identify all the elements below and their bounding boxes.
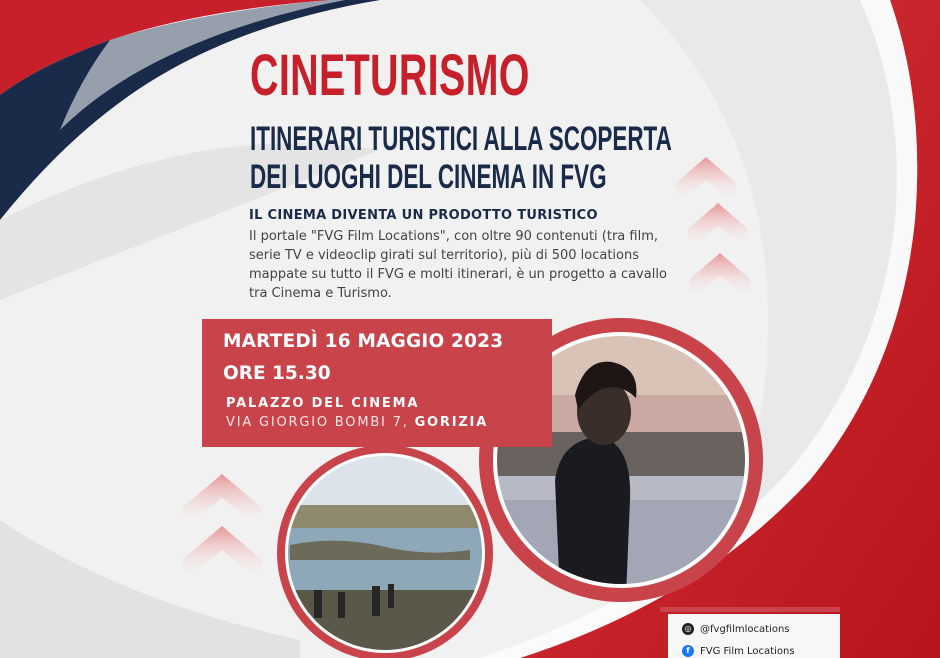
facebook-page: FVG Film Locations xyxy=(700,645,795,657)
facebook-icon: f xyxy=(682,645,694,657)
event-time: ORE 15.30 xyxy=(223,363,331,384)
event-address xyxy=(226,415,488,430)
event-city: GORIZIA xyxy=(414,415,489,430)
instagram-icon: ◎ xyxy=(682,623,694,635)
event-date: MARTEDÌ 16 MAGGIO 2023 xyxy=(223,331,504,352)
subtitle-line-1: ITINERARI TURISTICI ALLA SCOPERTA xyxy=(250,120,672,158)
subtitle-line-2: DEI LUOGHI DEL CINEMA IN FVG xyxy=(250,158,607,196)
instagram-handle: @fvgfilmlocations xyxy=(700,623,790,635)
section-body: Il portale "FVG Film Locations", con oltre 90 contenuti (tra film, serie TV e videoclip girati sul territorio), più di 500 locations mappate su tutto il FVG e molti itinerari, è un progetto a cavallo tra Cinema e Turismo. xyxy=(249,229,667,301)
facebook-link[interactable] xyxy=(682,645,795,657)
social-divider xyxy=(660,607,840,612)
description-block xyxy=(249,206,669,303)
social-links xyxy=(668,614,840,658)
poster-subtitle xyxy=(250,120,672,196)
poster-title: CINETURISMO xyxy=(250,43,530,108)
event-details-box xyxy=(202,319,552,447)
event-venue: PALAZZO DEL CINEMA xyxy=(226,396,420,411)
instagram-link[interactable] xyxy=(682,623,790,635)
event-street: VIA GIORGIO BOMBI 7, xyxy=(226,415,409,430)
section-heading: IL CINEMA DIVENTA UN PRODOTTO TURISTICO xyxy=(249,208,598,223)
